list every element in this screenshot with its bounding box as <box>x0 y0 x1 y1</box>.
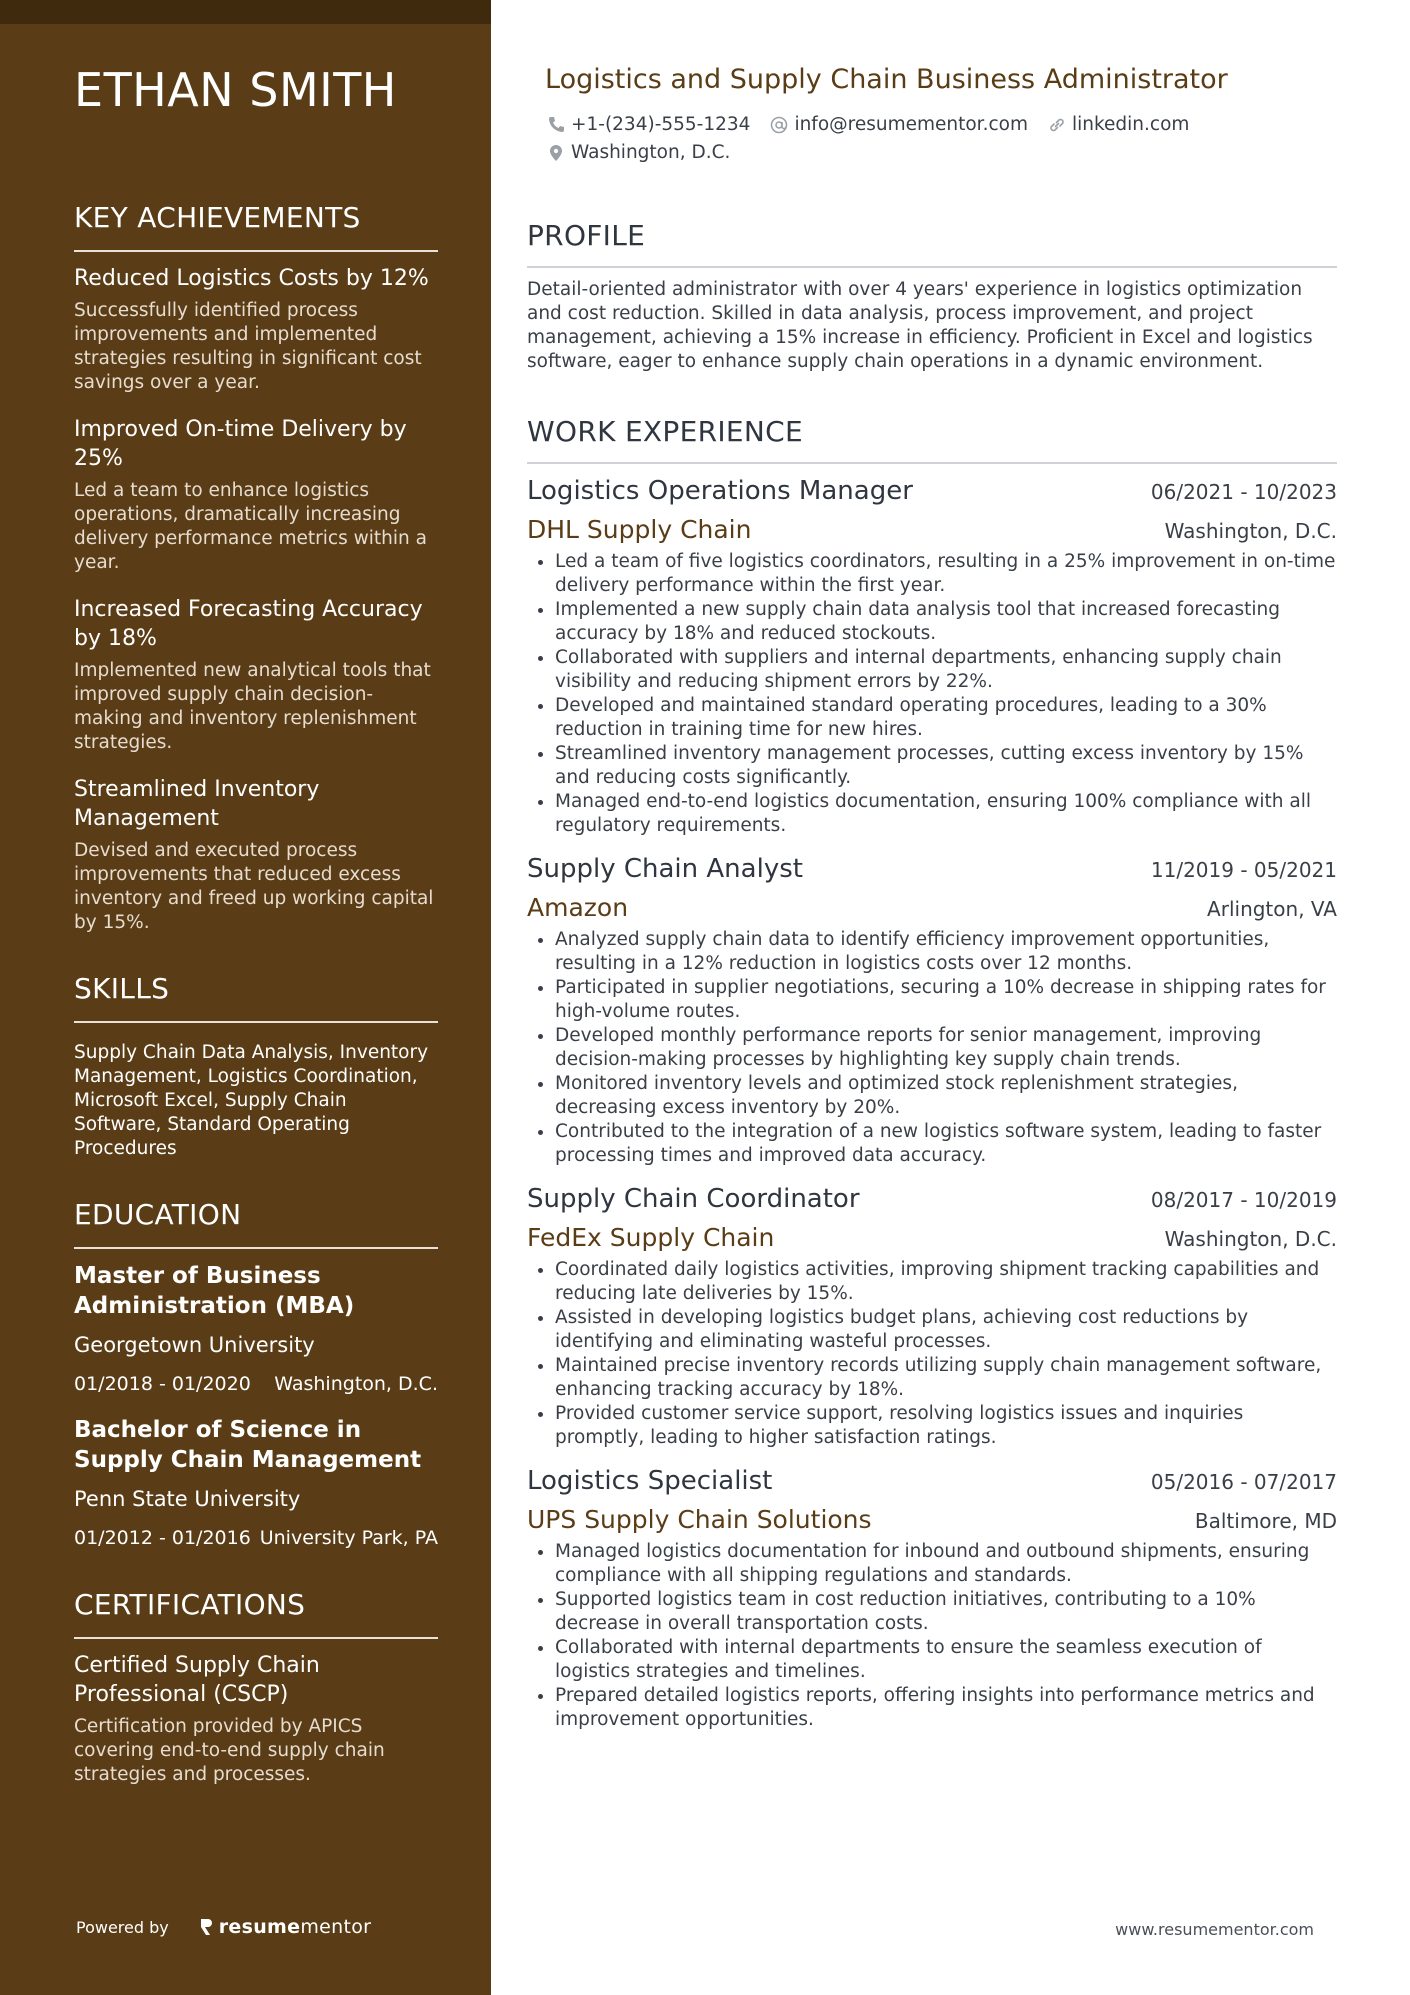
achievement-desc: Successfully identified process improvements and implemented strategies resulting in significant cost savings over a year. <box>74 300 422 393</box>
sidebar-top-bar <box>0 0 491 24</box>
brand-light: mentor <box>300 1916 372 1938</box>
achievements-title: KEY ACHIEVEMENTS <box>74 200 438 252</box>
job-entry <box>527 474 1337 838</box>
job-bullet: • Provided customer service support, resolving logistics issues and inquiries promptly, leading to higher satisfaction ratings. <box>555 1402 1337 1450</box>
achievement-item <box>74 775 438 935</box>
phone-icon <box>547 116 565 134</box>
job-bullet: • Analyzed supply chain data to identify efficiency improvement opportunities, resulting in a 12% reduction in logistics costs over 12 months. <box>555 928 1337 976</box>
achievement-title: Streamlined Inventory Management <box>74 777 320 831</box>
phone-text: +1-(234)-555-1234 <box>571 114 751 135</box>
job-location: Arlington, VA <box>1207 897 1337 921</box>
contact-email[interactable] <box>770 112 1028 138</box>
work-experience <box>527 474 1337 1746</box>
achievement-title: Reduced Logistics Costs by 12% <box>74 266 429 291</box>
company-name: UPS Supply Chain Solutions <box>527 1505 872 1534</box>
job-bullet: • Assisted in developing logistics budget plans, achieving cost reductions by identifying and eliminating wasteful processes. <box>555 1306 1337 1354</box>
certifications-title: CERTIFICATIONS <box>74 1587 438 1639</box>
job-bullet: • Managed end-to-end logistics documentation, ensuring 100% compliance with all regulatory requirements. <box>555 790 1337 838</box>
education-school: Penn State University <box>74 1487 301 1511</box>
job-location: Washington, D.C. <box>1164 1227 1337 1251</box>
certification-item <box>74 1651 438 1787</box>
website-link[interactable]: www.resumementor.com <box>1115 1920 1314 1939</box>
profile-text: Detail-oriented administrator with over 4 years' experience in logistics optimization and cost reduction. Skilled in data analysis, process improvement, and project management, achieving a 15% increase in efficiency. Proficient in Excel and logistics software, eager to enhance supply chain operations in a dynamic environment. <box>527 279 1313 372</box>
job-bullet: • Collaborated with internal departments to ensure the seamless execution of logistics strategies and timelines. <box>555 1636 1337 1684</box>
job-bullet: • Coordinated daily logistics activities, improving shipment tracking capabilities and reducing late deliveries by 15%. <box>555 1258 1337 1306</box>
job-entry <box>527 852 1337 1168</box>
linkedin-text: linkedin.com <box>1071 114 1190 135</box>
job-entry <box>527 1182 1337 1450</box>
job-title: Supply Chain Coordinator <box>527 1184 860 1214</box>
job-dates: 05/2016 - 07/2017 <box>1150 1470 1337 1494</box>
education-item <box>74 1415 438 1551</box>
education-section <box>74 1197 438 1551</box>
job-bullets <box>527 1258 1337 1450</box>
company-name: DHL Supply Chain <box>527 515 752 544</box>
achievement-item <box>74 415 438 575</box>
company-name: Amazon <box>527 893 629 922</box>
certifications-section <box>74 1587 438 1787</box>
achievement-desc: Led a team to enhance logistics operations, dramatically increasing delivery performance metrics within a year. <box>74 480 427 573</box>
job-bullet: • Participated in supplier negotiations, securing a 10% decrease in shipping rates for high-volume routes. <box>555 976 1337 1024</box>
job-bullet: • Supported logistics team in cost reduction initiatives, contributing to a 10% decrease in overall transportation costs. <box>555 1588 1337 1636</box>
achievement-item <box>74 264 438 395</box>
sidebar-content <box>74 60 438 1787</box>
work-experience-title: WORK EXPERIENCE <box>527 414 1337 464</box>
powered-by <box>76 1916 371 1938</box>
job-bullet: • Monitored inventory levels and optimized stock replenishment strategies, decreasing excess inventory by 20%. <box>555 1072 1337 1120</box>
job-bullet: • Led a team of five logistics coordinators, resulting in a 25% improvement in on-time delivery performance within the first year. <box>555 550 1337 598</box>
job-entry <box>527 1464 1337 1732</box>
resumementor-logo-icon <box>199 1918 213 1936</box>
certification-title: Certified Supply Chain Professional (CSCP) <box>74 1653 320 1707</box>
profile-title: PROFILE <box>527 218 1337 268</box>
job-title: Logistics Operations Manager <box>527 476 913 506</box>
skills-title: SKILLS <box>74 971 438 1023</box>
contact-linkedin[interactable] <box>1048 112 1189 138</box>
location-pin-icon <box>547 144 565 162</box>
education-title: EDUCATION <box>74 1197 438 1249</box>
education-dates: 01/2018 - 01/2020 <box>74 1373 251 1395</box>
candidate-name: ETHAN SMITH <box>74 63 397 117</box>
achievement-desc: Implemented new analytical tools that improved supply chain decision-making and inventory replenishment strategies. <box>74 660 431 753</box>
achievements-section <box>74 200 438 935</box>
company-name: FedEx Supply Chain <box>527 1223 775 1252</box>
education-item <box>74 1261 438 1397</box>
job-bullets <box>527 928 1337 1168</box>
powered-by-label: Powered by <box>76 1917 169 1937</box>
education-location: Washington, D.C. <box>274 1373 438 1395</box>
contact-info <box>547 112 1307 168</box>
job-headline: Logistics and Supply Chain Business Administrator <box>545 64 1228 95</box>
job-bullets <box>527 1540 1337 1732</box>
job-dates: 08/2017 - 10/2019 <box>1150 1188 1337 1212</box>
job-bullets <box>527 550 1337 838</box>
job-bullet: • Prepared detailed logistics reports, offering insights into performance metrics and improvement opportunities. <box>555 1684 1337 1732</box>
job-title: Logistics Specialist <box>527 1466 773 1496</box>
education-school: Georgetown University <box>74 1333 315 1357</box>
job-bullet: • Developed monthly performance reports for senior management, improving decision-making processes by highlighting key supply chain trends. <box>555 1024 1337 1072</box>
certification-desc: Certification provided by APICS covering end-to-end supply chain strategies and processes. <box>74 1716 385 1785</box>
achievement-title: Improved On-time Delivery by 25% <box>74 417 407 471</box>
job-bullet: • Streamlined inventory management processes, cutting excess inventory by 15% and reducing costs significantly. <box>555 742 1337 790</box>
link-icon <box>1048 116 1066 134</box>
achievement-desc: Devised and executed process improvements that reduced excess inventory and freed up working capital by 15%. <box>74 840 434 933</box>
brand-logo[interactable] <box>199 1916 372 1938</box>
job-dates: 06/2021 - 10/2023 <box>1150 480 1337 504</box>
location-text: Washington, D.C. <box>571 142 731 163</box>
job-location: Baltimore, MD <box>1194 1509 1337 1533</box>
job-title: Supply Chain Analyst <box>527 854 803 884</box>
job-bullet: • Maintained precise inventory records utilizing supply chain management software, enhancing tracking accuracy by 18%. <box>555 1354 1337 1402</box>
job-bullet: • Collaborated with suppliers and internal departments, enhancing supply chain visibility and reducing shipment errors by 22%. <box>555 646 1337 694</box>
education-degree: Master of Business Administration (MBA) <box>74 1263 355 1319</box>
job-dates: 11/2019 - 05/2021 <box>1150 858 1337 882</box>
education-degree: Bachelor of Science in Supply Chain Management <box>74 1417 422 1473</box>
skills-section <box>74 971 438 1161</box>
job-bullet: • Contributed to the integration of a new logistics software system, leading to faster processing times and improved data accuracy. <box>555 1120 1337 1168</box>
skills-list: Supply Chain Data Analysis, Inventory Management, Logistics Coordination, Microsoft Excel, Supply Chain Software, Standard Operating Procedures <box>74 1042 429 1159</box>
education-location: University Park, PA <box>259 1527 438 1549</box>
achievement-title: Increased Forecasting Accuracy by 18% <box>74 597 423 651</box>
email-text: info@resumementor.com <box>794 114 1028 135</box>
contact-location <box>547 140 730 166</box>
job-bullet: • Managed logistics documentation for inbound and outbound shipments, ensuring compliance with all shipping regulations and standards. <box>555 1540 1337 1588</box>
job-bullet: • Developed and maintained standard operating procedures, leading to a 30% reduction in training time for new hires. <box>555 694 1337 742</box>
brand-bold: resume <box>218 1916 301 1938</box>
sidebar <box>0 0 491 1995</box>
job-bullet: • Implemented a new supply chain data analysis tool that increased forecasting accuracy by 18% and reduced stockouts. <box>555 598 1337 646</box>
achievement-item <box>74 595 438 755</box>
contact-phone[interactable] <box>547 112 750 138</box>
job-location: Washington, D.C. <box>1164 519 1337 543</box>
at-icon <box>770 116 788 134</box>
education-dates: 01/2012 - 01/2016 <box>74 1527 251 1549</box>
